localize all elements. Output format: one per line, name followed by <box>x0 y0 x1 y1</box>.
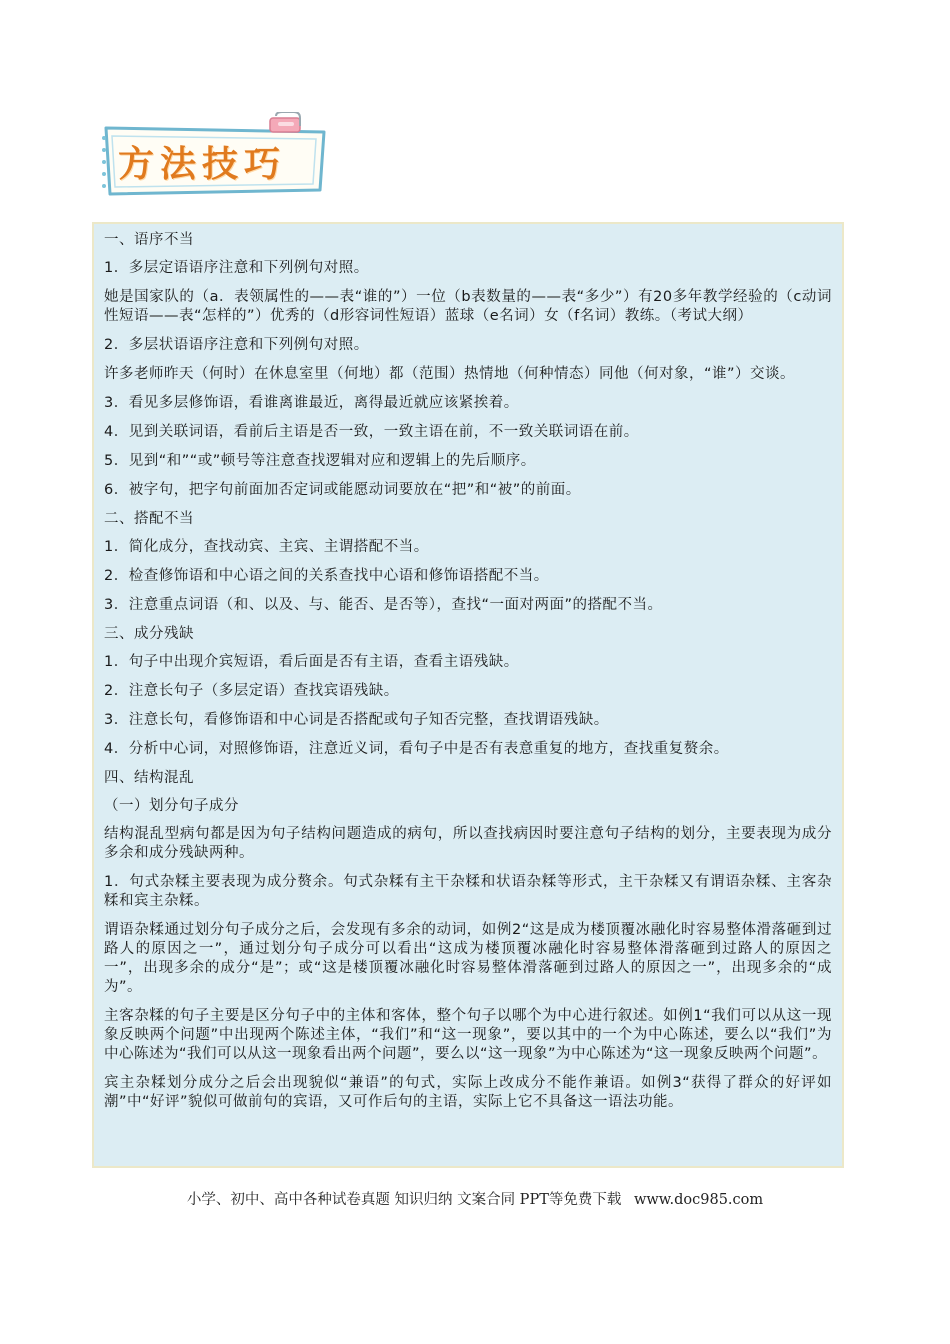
list-item: 4．分析中心词，对照修饰语，注意近义词，看句子中是否有表意重复的地方，查找重复赘余。 <box>104 741 729 757</box>
section-heading-3: 三、成分残缺 <box>104 626 194 642</box>
body-paragraph: 宾主杂糅划分成分之后会出现貌似“兼语”的句式，实际上改成分不能作兼语。如例3“获得了群众的好评如潮”中“好评”貌似可做前句的宾语，又可作后句的主语，实际上它不具备这一语法功能。 <box>104 1075 832 1110</box>
list-item: 1．简化成分，查找动宾、主宾、主谓搭配不当。 <box>104 539 429 555</box>
list-item: 1．句式杂糅主要表现为成分赘余。句式杂糅有主干杂糅和状语杂糅等形式，主干杂糅又有谓语杂糅、主客杂糅和宾主杂糅。 <box>104 874 832 909</box>
list-item: 4．见到关联词语，看前后主语是否一致，一致主语在前，不一致关联词语在前。 <box>104 424 639 440</box>
list-item: 6．被字句，把字句前面加否定词或能愿动词要放在“把”和“被”的前面。 <box>104 482 581 498</box>
footer-url[interactable]: www.doc985.com <box>633 1192 764 1208</box>
list-item: 3．注意长句，看修饰语和中心词是否搭配或句子知否完整，查找谓语残缺。 <box>104 712 609 728</box>
list-item: 2．检查修饰语和中心语之间的关系查找中心语和修饰语搭配不当。 <box>104 568 549 584</box>
page-footer <box>0 1188 950 1209</box>
page-title: 方法技巧 <box>118 143 287 185</box>
list-item: 2．多层状语语序注意和下列例句对照。 <box>104 337 369 353</box>
section-heading-4: 四、结构混乱 <box>104 770 194 786</box>
example-paragraph: 许多老师昨天（何时）在休息室里（何地）都（范围）热情地（何种情态）同他（何对象，“谁”）交谈。 <box>104 366 796 382</box>
list-item: 1．句子中出现介宾短语，看后面是否有主语，查看主语残缺。 <box>104 654 519 670</box>
body-paragraph: 结构混乱型病句都是因为句子结构问题造成的病句，所以查找病因时要注意句子结构的划分，主要表现为成分多余和成分残缺两种。 <box>104 826 832 861</box>
section-heading-2: 二、搭配不当 <box>104 511 194 527</box>
body-paragraph: 谓语杂糅通过划分句子成分之后，会发现有多余的动词，如例2“这是成为楼顶覆冰融化时容易整体滑落砸到过路人的原因之一”，通过划分句子成分可以看出“这成为楼顶覆冰融化时容易整体滑落砸到过路人的原因之一”，出现多余的成分“是”；或“这是楼顶覆冰融化时容易整体滑落砸到过路人的原因之一”，出现多余的“成为”。 <box>104 922 832 995</box>
section-heading-1: 一、语序不当 <box>104 232 194 248</box>
paperclip-icon <box>266 112 306 142</box>
body-paragraph: 主客杂糅的句子主要是区分句子中的主体和客体，整个句子以哪个为中心进行叙述。如例1“我们可以从这一现象反映两个问题”中出现两个陈述主体，“我们”和“这一现象”，要以其中的一个为中心陈述，要么以“我们”为中心陈述为“我们可以从这一现象看出两个问题”，要么以“这一现象”为中心陈述为“这一现象反映两个问题”。 <box>104 1008 832 1062</box>
list-item: 1．多层定语语序注意和下列例句对照。 <box>104 260 369 276</box>
list-item: 2．注意长句子（多层定语）查找宾语残缺。 <box>104 683 399 699</box>
footer-text: 小学、初中、高中各种试卷真题 知识归纳 文案合同 PPT等免费下载 <box>186 1192 622 1208</box>
content-box <box>92 222 844 1168</box>
list-item: 5．见到“和”“或”顿号等注意查找逻辑对应和逻辑上的先后顺序。 <box>104 453 536 469</box>
example-paragraph: 她是国家队的（a．表领属性的——表“谁的”）一位（b表数量的——表“多少”）有20多年教学经验的（c动词性短语——表“怎样的”）优秀的（d形容词性短语）蓝球（e名词）女（f名词）教练。（考试大纲） <box>104 289 832 324</box>
list-item: 3．看见多层修饰语，看谁离谁最近，离得最近就应该紧挨着。 <box>104 395 519 411</box>
subsection-heading: （一）划分句子成分 <box>104 798 239 814</box>
list-item: 3．注意重点词语（和、以及、与、能否、是否等），查找“一面对两面”的搭配不当。 <box>104 597 663 613</box>
